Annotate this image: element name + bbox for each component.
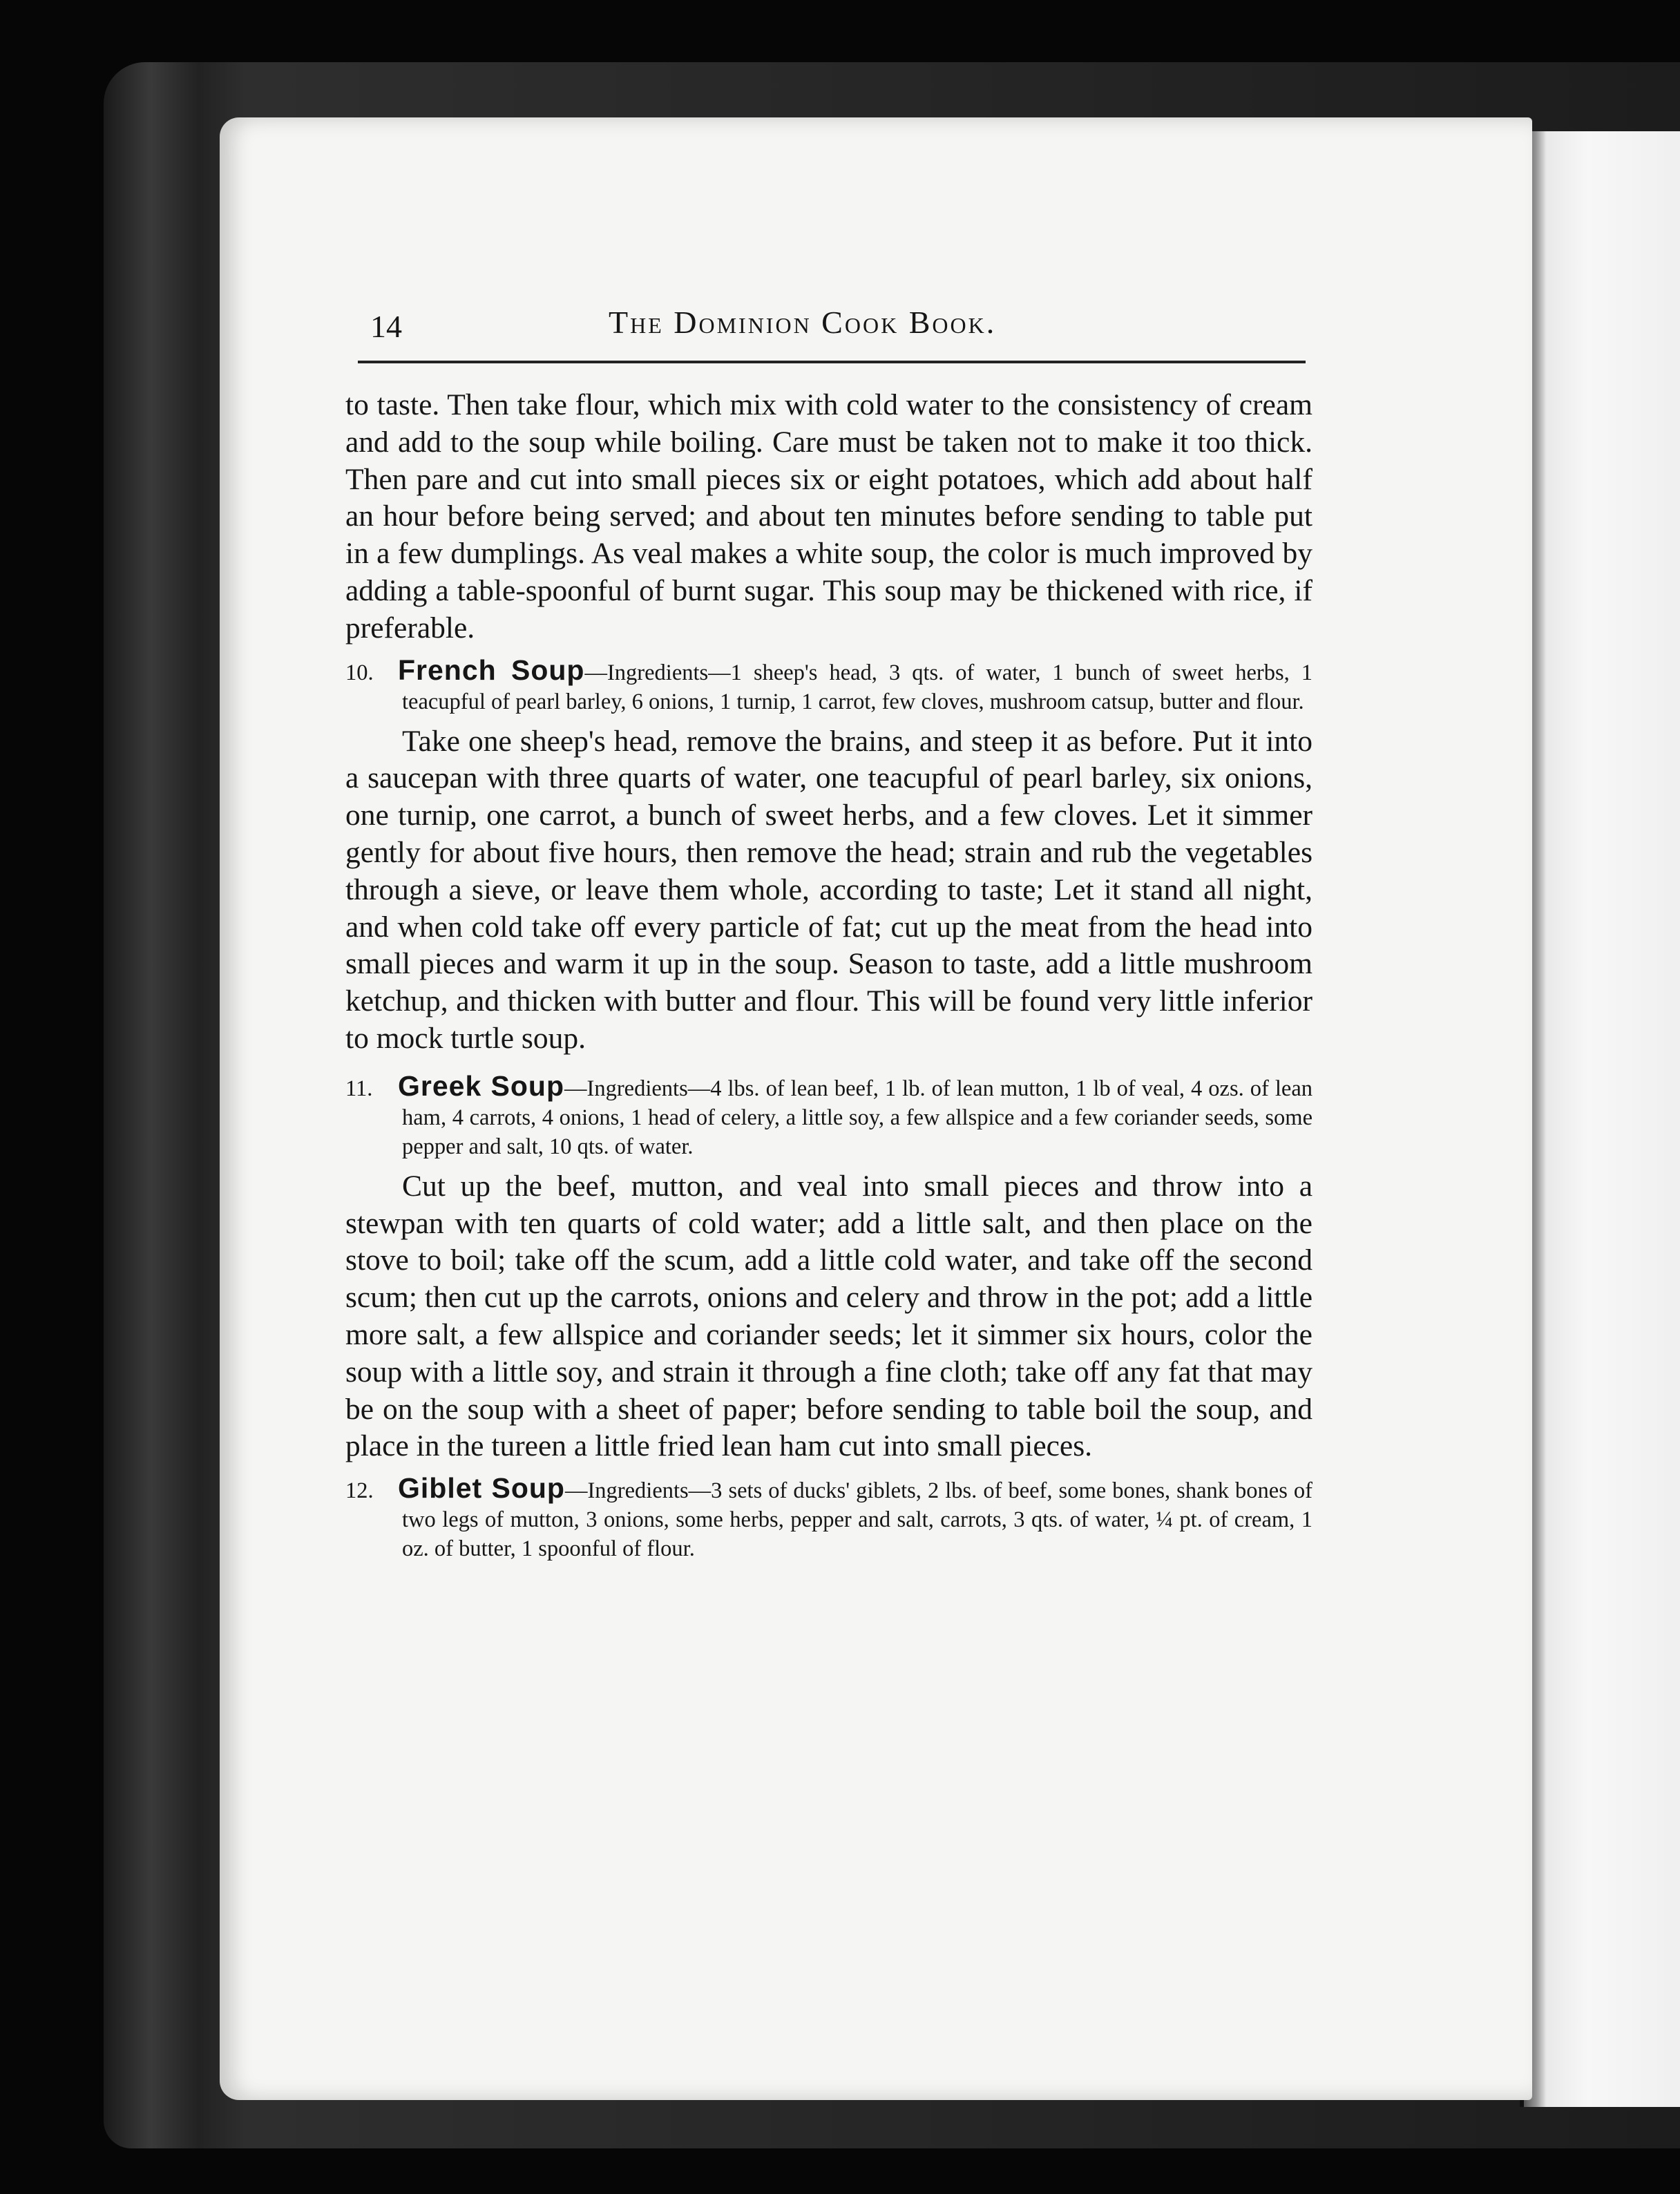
page-content [345, 387, 1312, 1570]
recipe-ingredients: —Ingredients—4 lbs. of lean beef, 1 lb. of lean mutton, 1 lb of veal, 4 ozs. of lean ham, 4 carrots, 4 onions, 1 head of celery, a little soy, a few allspice and a few coriander seeds, some pepper and salt, 10 qts. of water. [402, 1076, 1312, 1159]
running-head [370, 298, 1318, 354]
page-number: 14 [370, 309, 402, 344]
recipe-method-greek-soup: Cut up the beef, mutton, and veal into small pieces and throw into a stewpan with ten quarts of cold water; add a little salt, and then place on the stove to boil; take off the scum, add a little cold water, and take off the second scum; then cut up the carrots, onions and celery and throw in the pot; add a little more salt, a few allspice and coriander seeds; let it simmer six hours, color the soup with a little soy, and strain it through a fine cloth; take off any fat that may be on the soup with a sheet of paper; before sending to table boil the soup, and place in the tureen a little fried lean ham cut into small pieces. [345, 1169, 1312, 1463]
recipe-name: Greek Soup [398, 1069, 565, 1102]
recipe-number: 10. [345, 660, 374, 685]
recipe-method-french-soup: Take one sheep's head, remove the brains, and steep it as before. Put it into a saucepan with three quarts of water, one teacupful of pearl barley, six onions, one turnip, one carrot, a bunch of sweet herbs, and a few cloves. Let it simmer gently for about five hours, then remove the head; strain and rub the vegetables through a sieve, or leave them whole, according to taste; Let it stand all night, and when cold take off every particle of fat; cut up the meat from the head into small pieces and warm it up in the soup. Season to taste, add a little mushroom ketchup, and thicken with butter and flour. This will be found very little inferior to mock turtle soup. [345, 724, 1312, 1055]
book-title: The Dominion Cook Book. [609, 305, 997, 340]
recipe-ingredients: —Ingredients—3 sets of ducks' giblets, 2 lbs. of beef, some bones, shank bones of two legs of mutton, 3 onions, some herbs, pepper and salt, carrots, 3 qts. of water, ¼ pt. of cream, 1 oz. of butter, 1 spoonful of flour. [402, 1478, 1312, 1562]
continued-paragraph: to taste. Then take flour, which mix with cold water to the consistency of cream and add to the soup while boiling. Care must be taken not to make it too thick. Then pare and cut into small pieces six or eight potatoes, which add about half an hour before being served; and about ten minutes before sending to table put in a few dumplings. As veal makes a white soup, the color is much improved by adding a table-spoonful of burnt sugar. This soup may be thickened with rice, if preferable. [345, 388, 1312, 645]
facing-page-edge [1520, 131, 1680, 2107]
recipe-name: Giblet Soup [398, 1472, 565, 1505]
header-rule [358, 361, 1306, 363]
recipe-heading-greek-soup [345, 1071, 1312, 1161]
recipe-name: French Soup [398, 654, 585, 686]
recipe-number: 11. [345, 1076, 373, 1101]
recipe-heading-giblet-soup [345, 1473, 1312, 1563]
recipe-number: 12. [345, 1478, 374, 1504]
book-page [220, 117, 1532, 2100]
recipe-heading-french-soup [345, 656, 1312, 716]
recipe-ingredients: —Ingredients—1 sheep's head, 3 qts. of water, 1 bunch of sweet herbs, 1 teacupful of pearl barley, 6 onions, 1 turnip, 1 carrot, few cloves, mushroom catsup, butter and flour. [402, 660, 1312, 714]
